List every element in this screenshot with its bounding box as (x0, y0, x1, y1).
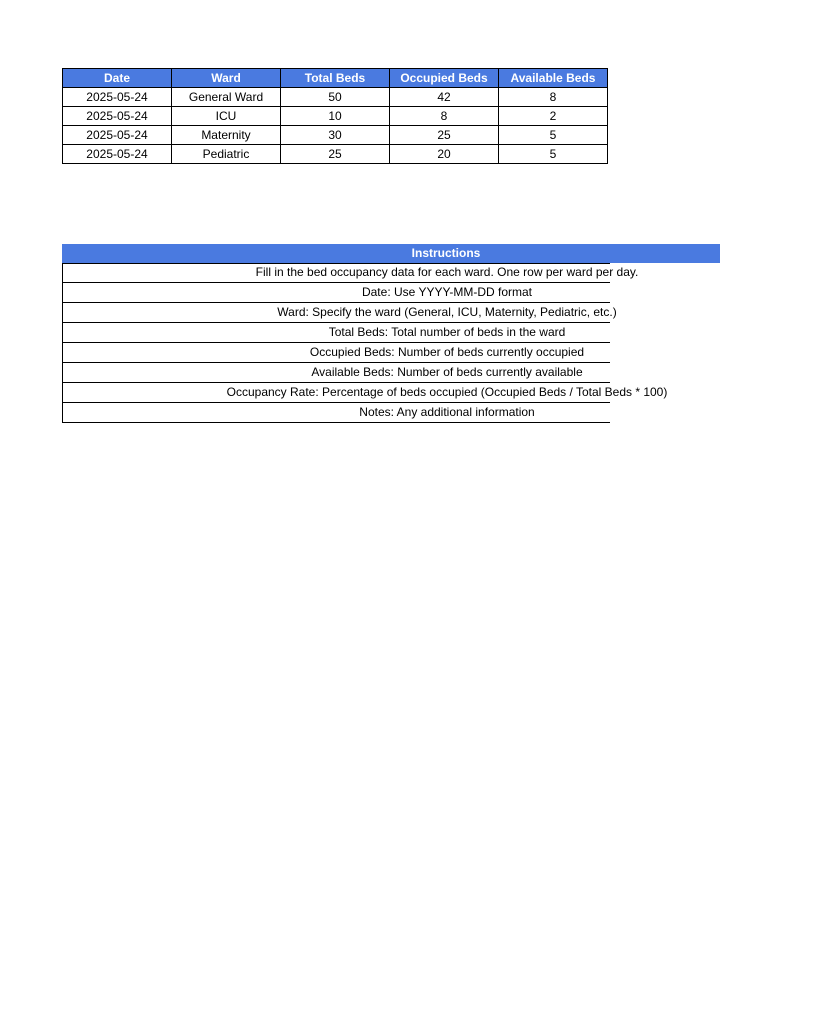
cell-total-beds[interactable]: 50 (281, 88, 390, 107)
header-date[interactable]: Date (63, 69, 172, 88)
cell-date[interactable]: 2025-05-24 (63, 126, 172, 145)
instruction-text: Notes: Any additional information (359, 405, 535, 419)
cell-occupied-beds[interactable]: 25 (390, 126, 499, 145)
instruction-text: Available Beds: Number of beds currently available (311, 365, 583, 379)
instruction-row[interactable] (63, 383, 668, 403)
cell-occupied-beds[interactable]: 42 (390, 88, 499, 107)
instruction-row[interactable] (63, 343, 610, 363)
instruction-text: Occupancy Rate: Percentage of beds occupied (Occupied Beds / Total Beds * 100) (226, 385, 668, 399)
instruction-row[interactable] (63, 403, 610, 423)
cell-ward[interactable]: Pediatric (172, 145, 281, 164)
cell-available-beds[interactable]: 5 (499, 126, 608, 145)
instruction-row[interactable] (63, 363, 610, 383)
instruction-row[interactable] (63, 323, 610, 343)
instructions-header-cell[interactable] (62, 244, 610, 263)
table-row (63, 107, 608, 126)
cell-date[interactable]: 2025-05-24 (63, 107, 172, 126)
instruction-row[interactable] (63, 303, 617, 323)
table-row (63, 145, 608, 164)
instruction-text: Ward: Specify the ward (General, ICU, Maternity, Pediatric, etc.) (277, 305, 617, 319)
cell-occupied-beds[interactable]: 20 (390, 145, 499, 164)
instructions-title: Instructions (411, 246, 481, 260)
cell-total-beds[interactable]: 25 (281, 145, 390, 164)
instruction-row[interactable] (63, 263, 639, 283)
cell-occupied-beds[interactable]: 8 (390, 107, 499, 126)
bed-occupancy-table (62, 68, 608, 164)
header-total-beds[interactable]: Total Beds (281, 69, 390, 88)
table-header-row (63, 69, 608, 88)
table-row (63, 88, 608, 107)
cell-available-beds[interactable]: 2 (499, 107, 608, 126)
instruction-row[interactable] (63, 283, 610, 303)
header-available-beds[interactable]: Available Beds (499, 69, 608, 88)
cell-ward[interactable]: General Ward (172, 88, 281, 107)
instruction-text: Occupied Beds: Number of beds currently occupied (309, 345, 585, 359)
cell-date[interactable]: 2025-05-24 (63, 88, 172, 107)
header-ward[interactable]: Ward (172, 69, 281, 88)
cell-ward[interactable]: ICU (172, 107, 281, 126)
cell-total-beds[interactable]: 10 (281, 107, 390, 126)
table-row (63, 126, 608, 145)
instruction-text: Total Beds: Total number of beds in the ward (328, 325, 566, 339)
header-occupied-beds[interactable]: Occupied Beds (390, 69, 499, 88)
cell-ward[interactable]: Maternity (172, 126, 281, 145)
cell-date[interactable]: 2025-05-24 (63, 145, 172, 164)
cell-available-beds[interactable]: 8 (499, 88, 608, 107)
instructions-list (62, 263, 668, 423)
cell-total-beds[interactable]: 30 (281, 126, 390, 145)
instruction-text: Date: Use YYYY-MM-DD format (361, 285, 533, 299)
instruction-text: Fill in the bed occupancy data for each ward. One row per ward per day. (255, 265, 639, 279)
cell-available-beds[interactable]: 5 (499, 145, 608, 164)
